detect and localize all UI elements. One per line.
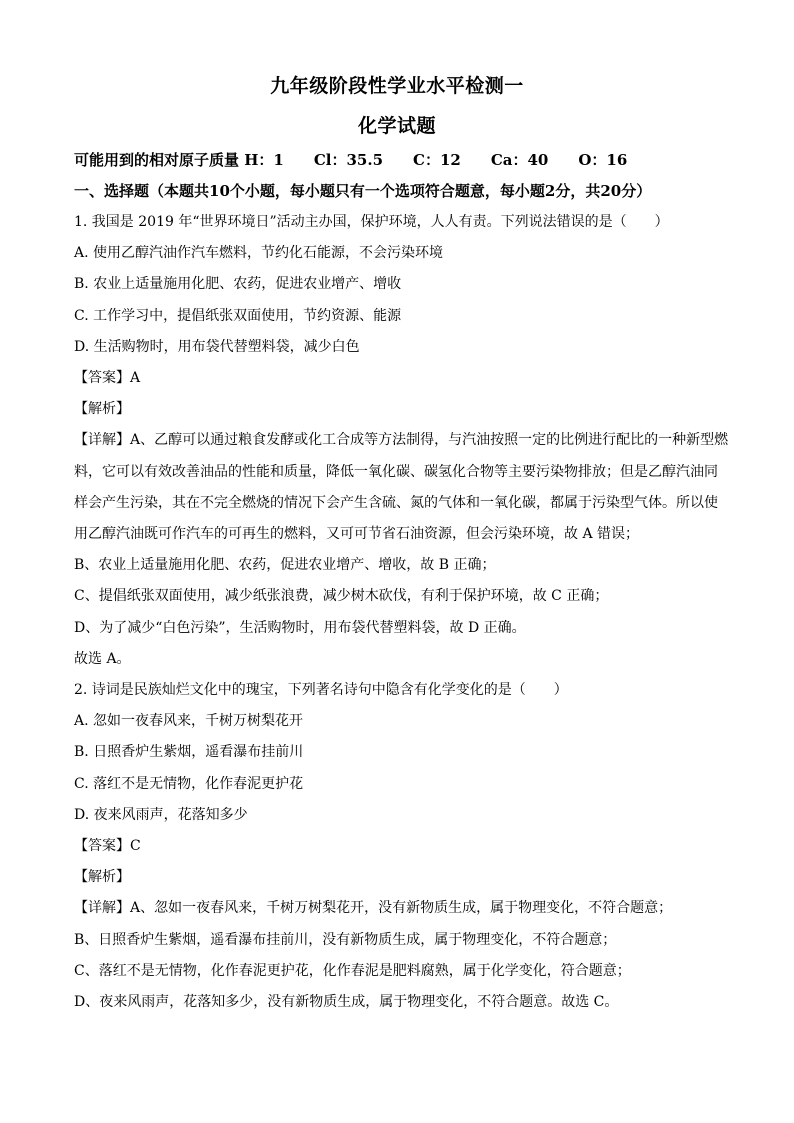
q1-conclusion: 故选 A。 (74, 651, 131, 667)
document-title: 九年级阶段性学业水平检测一 (270, 75, 524, 97)
q1-detail-d: D、为了减少“白色污染”，生活购物时，用布袋代替塑料袋，故 D 正确。 (74, 620, 526, 636)
q1-detail-b: B、农业上适量施用化肥、农药，促进农业增产、增收，故 B 正确； (74, 557, 496, 573)
q1-detail-line-2: 料，它可以有效改善油品的性能和质量，降低一氧化碳、碳氢化合物等主要污染物排放；但是乙醇汽油同 (74, 464, 718, 480)
q2-detail-d: D、夜来风雨声，花落知多少，没有新物质生成，属于物理变化，不符合题意。故选 C。 (74, 994, 619, 1010)
q2-analysis-label: 【解析】 (74, 869, 130, 885)
q1-detail-line-1: 【详解】A、乙醇可以通过粮食发酵或化工合成等方法制得，与汽油按照一定的比例进行配比的一种新型燃 (74, 432, 729, 448)
q1-option-b: B. 农业上适量施用化肥、农药，促进农业增产、增收 (74, 276, 402, 292)
q2-stem: 2. 诗词是民族灿烂文化中的瑰宝，下列著名诗句中隐含有化学变化的是（ ） (74, 682, 568, 698)
q1-stem: 1. 我国是 2019 年“世界环境日”活动主办国，保护环境，人人有责。下列说法错误的是（ ） (74, 214, 669, 230)
q1-detail-line-4: 用乙醇汽油既可作汽车的可再生的燃料，又可可节省石油资源，但会污染环境，故 A 错误； (74, 526, 640, 542)
document-subtitle: 化学试题 (357, 115, 436, 137)
q2-option-c: C. 落红不是无情物，化作春泥更护花 (74, 776, 304, 792)
q2-option-a: A. 忽如一夜春风来，千树万树梨花开 (74, 713, 304, 729)
atomic-masses-line: 可能用到的相对原子质量 H：1 Cl：35.5 C：12 Ca：40 O：16 (74, 151, 628, 169)
q2-option-d: D. 夜来风雨声，花落知多少 (74, 807, 248, 823)
q1-detail-line-3: 样会产生污染，其在不完全燃烧的情况下会产生含硫、氮的气体和一氧化碳，都属于污染型气体。所以使 (74, 495, 718, 511)
q1-option-c: C. 工作学习中，提倡纸张双面使用，节约资源、能源 (74, 308, 402, 324)
section-heading: 一、选择题（本题共10个小题，每小题只有一个选项符合题意，每小题2分，共20分） (74, 182, 652, 200)
q1-answer: 【答案】A (74, 370, 141, 386)
q1-option-d: D. 生活购物时，用布袋代替塑料袋，减少白色 (74, 339, 360, 355)
q1-detail-c: C、提倡纸张双面使用，减少纸张浪费，减少树木砍伐，有利于保护环境，故 C 正确； (74, 588, 609, 604)
q2-detail-c: C、落红不是无情物，化作春泥更护花，化作春泥是肥料腐熟，属于化学变化，符合题意； (74, 963, 631, 979)
q2-detail-b: B、日照香炉生紫烟，遥看瀑布挂前川，没有新物质生成，属于物理变化，不符合题意； (74, 932, 617, 948)
q2-detail-a: 【详解】A、忽如一夜春风来，千树万树梨花开，没有新物质生成，属于物理变化，不符合题意； (74, 900, 673, 916)
q1-option-a: A. 使用乙醇汽油作汽车燃料，节约化石能源，不会污染环境 (74, 245, 444, 261)
q2-option-b: B. 日照香炉生紫烟，遥看瀑布挂前川 (74, 744, 304, 760)
q1-analysis-label: 【解析】 (74, 401, 130, 417)
q2-answer: 【答案】C (74, 838, 141, 854)
